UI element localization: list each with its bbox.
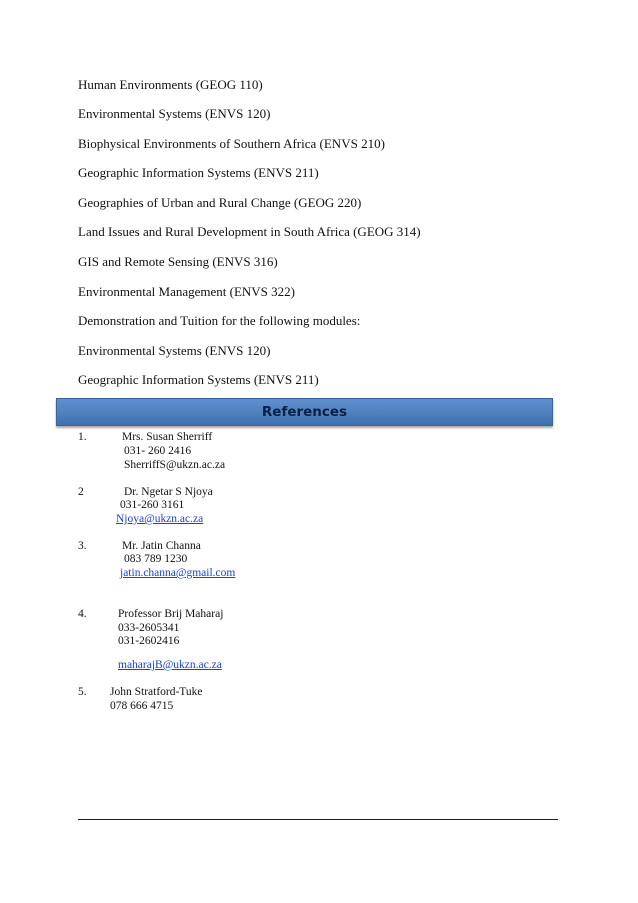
course-item: Geographies of Urban and Rural Change (GEOG 220) [78, 195, 362, 210]
course-item: Geographic Information Systems (ENVS 211) [78, 165, 319, 180]
references-heading-bar [56, 398, 553, 426]
reference-email: SherriffS@ukzn.ac.za [124, 459, 226, 471]
reference-number: 4. [78, 608, 87, 620]
reference-number: 5. [78, 686, 87, 698]
course-item: Geographic Information Systems (ENVS 211) [78, 372, 319, 387]
reference-phone: 031-2602416 [118, 635, 180, 647]
course-item: Biophysical Environments of Southern Africa (ENVS 210) [78, 136, 385, 151]
reference-name: Mr. Jatin Channa [122, 540, 201, 552]
reference-name: Professor Brij Maharaj [118, 608, 224, 620]
reference-number: 3. [78, 540, 87, 552]
reference-email-link[interactable]: jatin.channa@gmail.com [120, 567, 236, 579]
course-item: Environmental Systems (ENVS 120) [78, 106, 271, 121]
reference-phone: 031- 260 2416 [124, 445, 192, 457]
reference-name: John Stratford-Tuke [110, 686, 203, 698]
course-item: Environmental Management (ENVS 322) [78, 284, 295, 299]
reference-name: Dr. Ngetar S Njoya [124, 486, 213, 498]
reference-phone: 078 666 4715 [110, 700, 174, 712]
course-item: Demonstration and Tuition for the following modules: [78, 313, 361, 328]
course-item: Land Issues and Rural Development in South Africa (GEOG 314) [78, 224, 421, 239]
reference-number: 1. [78, 431, 87, 443]
reference-phone: 031-260 3161 [120, 499, 185, 511]
reference-phone: 083 789 1230 [124, 553, 188, 565]
reference-name: Mrs. Susan Sherriff [122, 431, 213, 443]
reference-phone: 033-2605341 [118, 622, 180, 634]
course-item: GIS and Remote Sensing (ENVS 316) [78, 254, 278, 269]
references-heading: References [261, 404, 348, 420]
course-item: Environmental Systems (ENVS 120) [78, 343, 271, 358]
course-item: Human Environments (GEOG 110) [78, 77, 263, 92]
footer-divider [78, 819, 558, 820]
reference-email-link[interactable]: maharajB@ukzn.ac.za [118, 659, 222, 671]
reference-number: 2 [78, 486, 84, 498]
reference-email-link[interactable]: Njoya@ukzn.ac.za [116, 513, 204, 525]
